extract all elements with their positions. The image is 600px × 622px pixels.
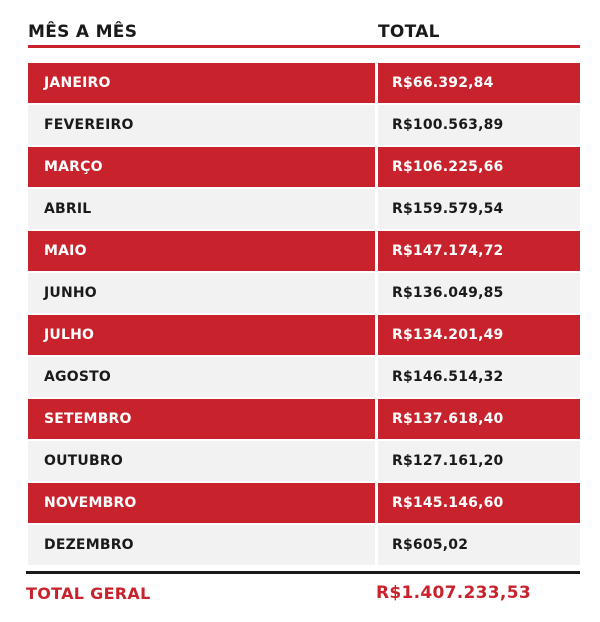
month-cell: JANEIRO <box>28 63 375 103</box>
month-cell: FEVEREIRO <box>28 105 375 145</box>
month-cell: MARÇO <box>28 147 375 187</box>
month-cell: SETEMBRO <box>28 399 375 439</box>
month-cell: AGOSTO <box>28 357 375 397</box>
footer-divider <box>26 571 580 574</box>
month-cell: JUNHO <box>28 273 375 313</box>
grand-total-label: TOTAL GERAL <box>26 584 151 603</box>
month-cell: OUTUBRO <box>28 441 375 481</box>
grand-total-value: R$1.407.233,53 <box>376 583 531 603</box>
table-row <box>28 314 580 356</box>
monthly-totals-table <box>28 62 580 566</box>
table-row <box>28 482 580 524</box>
header-divider <box>28 45 580 48</box>
month-column-header: MÊS A MÊS <box>28 22 138 42</box>
table-row <box>28 398 580 440</box>
total-cell: R$137.618,40 <box>378 399 580 439</box>
total-cell: R$127.161,20 <box>378 441 580 481</box>
total-cell: R$134.201,49 <box>378 315 580 355</box>
total-cell: R$136.049,85 <box>378 273 580 313</box>
month-cell: ABRIL <box>28 189 375 229</box>
table-row <box>28 146 580 188</box>
month-cell: DEZEMBRO <box>28 525 375 565</box>
total-cell: R$66.392,84 <box>378 63 580 103</box>
table-row <box>28 230 580 272</box>
table-row <box>28 104 580 146</box>
table-row <box>28 356 580 398</box>
total-cell: R$605,02 <box>378 525 580 565</box>
month-cell: NOVEMBRO <box>28 483 375 523</box>
table-header <box>28 18 580 46</box>
total-cell: R$106.225,66 <box>378 147 580 187</box>
table-row <box>28 272 580 314</box>
table-row <box>28 440 580 482</box>
total-cell: R$146.514,32 <box>378 357 580 397</box>
month-cell: MAIO <box>28 231 375 271</box>
table-row <box>28 524 580 566</box>
total-cell: R$100.563,89 <box>378 105 580 145</box>
table-row <box>28 62 580 104</box>
total-cell: R$159.579,54 <box>378 189 580 229</box>
total-cell: R$147.174,72 <box>378 231 580 271</box>
total-column-header: TOTAL <box>378 22 440 42</box>
total-cell: R$145.146,60 <box>378 483 580 523</box>
month-cell: JULHO <box>28 315 375 355</box>
table-row <box>28 188 580 230</box>
